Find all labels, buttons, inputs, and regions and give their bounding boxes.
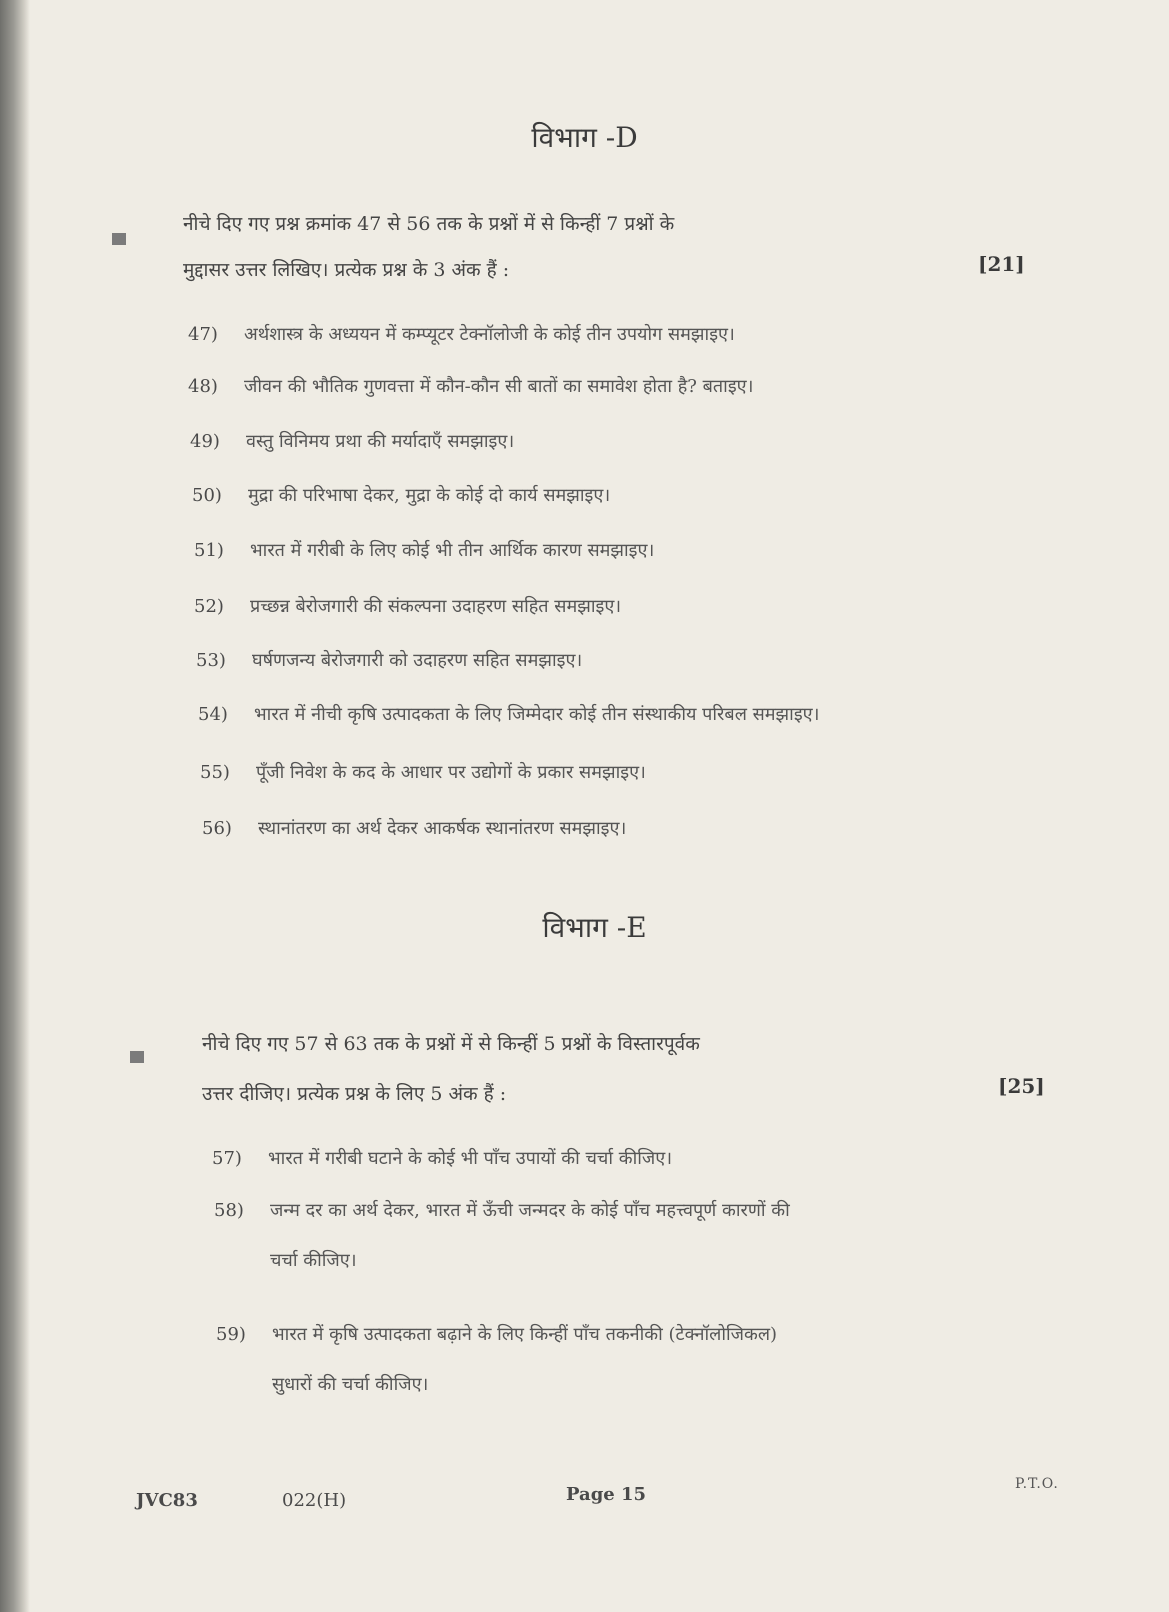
section-e-marks: [25]	[998, 1074, 1045, 1098]
question-55: 55) पूँजी निवेश के कद के आधार पर उद्योगों के प्रकार समझाइए।	[200, 762, 646, 783]
question-52: 52) प्रच्छन्न बेरोजगारी की संकल्पना उदाहरण सहित समझाइए।	[194, 596, 622, 617]
section-d-bullet	[112, 233, 126, 245]
section-e-instruction-line1: नीचे दिए गए 57 से 63 तक के प्रश्नों में से किन्हीं 5 प्रश्नों के विस्तारपूर्वक	[202, 1033, 700, 1055]
question-59: 59) भारत में कृषि उत्पादकता बढ़ाने के लिए किन्हीं पाँच तकनीकी (टेक्नॉलोजिकल) सुधारों की चर्चा कीजिए।	[216, 1324, 778, 1395]
section-d-heading: विभाग -D	[531, 121, 638, 154]
question-53: 53) घर्षणजन्य बेरोजगारी को उदाहरण सहित समझाइए।	[196, 650, 583, 671]
section-d-instruction-line1: नीचे दिए गए प्रश्न क्रमांक 47 से 56 तक के प्रश्नों में से किन्हीं 7 प्रश्नों के	[183, 213, 675, 235]
footer-pto: P.T.O.	[1015, 1476, 1059, 1492]
question-56: 56) स्थानांतरण का अर्थ देकर आकर्षक स्थानांतरण समझाइए।	[202, 818, 627, 839]
footer-code: JVC83	[136, 1490, 198, 1511]
footer-subject: 022(H)	[282, 1490, 347, 1511]
question-50: 50) मुद्रा की परिभाषा देकर, मुद्रा के कोई दो कार्य समझाइए।	[192, 485, 611, 506]
question-57: 57) भारत में गरीबी घटाने के कोई भी पाँच उपायों की चर्चा कीजिए।	[212, 1148, 673, 1169]
section-e-heading: विभाग -E	[542, 911, 647, 944]
footer-page: Page 15	[566, 1484, 647, 1505]
section-d-marks: [21]	[978, 252, 1025, 276]
question-54: 54) भारत में नीची कृषि उत्पादकता के लिए जिम्मेदार कोई तीन संस्थाकीय परिबल समझाइए।	[198, 704, 820, 725]
page-edge-shadow	[0, 0, 30, 1612]
question-47: 47) अर्थशास्त्र के अध्ययन में कम्प्यूटर टेक्नॉलोजी के कोई तीन उपयोग समझाइए।	[188, 324, 735, 345]
question-51: 51) भारत में गरीबी के लिए कोई भी तीन आर्थिक कारण समझाइए।	[194, 540, 655, 561]
section-e-instruction-line2: उत्तर दीजिए। प्रत्येक प्रश्न के लिए 5 अंक हैं :	[202, 1083, 507, 1105]
section-d-instruction-line2: मुद्दासर उत्तर लिखिए। प्रत्येक प्रश्न के 3 अंक हैं :	[183, 259, 510, 281]
question-48: 48) जीवन की भौतिक गुणवत्ता में कौन-कौन सी बातों का समावेश होता है? बताइए।	[188, 376, 754, 397]
question-49: 49) वस्तु विनिमय प्रथा की मर्यादाएँ समझाइए।	[190, 431, 515, 452]
section-e-bullet	[130, 1051, 144, 1063]
question-58: 58) जन्म दर का अर्थ देकर, भारत में ऊँची जन्मदर के कोई पाँच महत्त्वपूर्ण कारणों की चर्चा कीजिए।	[214, 1200, 790, 1271]
